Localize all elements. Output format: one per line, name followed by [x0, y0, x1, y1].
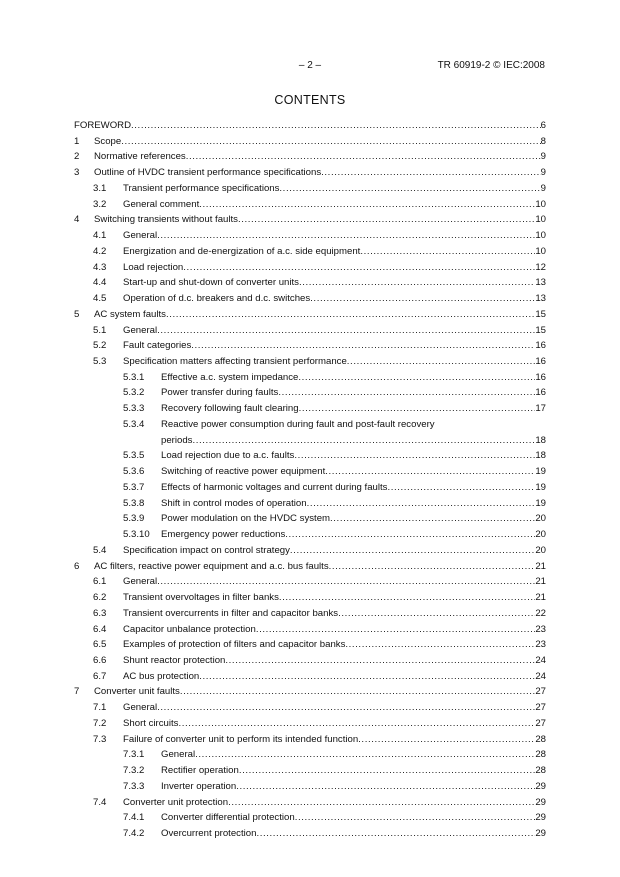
dot-leader [325, 464, 535, 480]
toc-entry-page: 24 [535, 655, 546, 666]
toc-entry-number: 4.1 [93, 230, 107, 242]
toc-entry-number: 5.3.9 [123, 513, 145, 525]
toc-entry-title: Outline of HVDC transient performance specifications [94, 167, 322, 179]
dot-leader [285, 527, 535, 543]
toc-entry[interactable] [74, 338, 546, 354]
toc-entry-number: 6.3 [93, 607, 107, 619]
toc-entry-title: Transient overvoltages in filter banks [123, 592, 279, 604]
toc-entry-number: 3.2 [93, 198, 107, 210]
toc-entry-title: Load rejection [123, 261, 184, 273]
toc-entry-number: 5.3.4 [123, 418, 145, 430]
toc-entry-page: 13 [535, 293, 546, 305]
toc-entry-page: 16 [535, 371, 546, 383]
toc-entry-page: 21 [535, 560, 546, 572]
dot-leader [157, 323, 535, 339]
toc-entry-page: 16 [535, 340, 546, 352]
toc-entry-title: Inverter operation [161, 780, 237, 792]
toc-entry[interactable] [74, 732, 546, 748]
dot-leader [195, 747, 535, 763]
toc-entry-page: 19 [535, 497, 546, 509]
dot-leader [256, 826, 535, 842]
toc-entry-title: Specification impact on control strategy [123, 544, 290, 556]
toc-entry-title: AC system faults [94, 308, 166, 320]
toc-entry-number: 5.3.8 [123, 497, 145, 509]
toc-entry-title: Converter unit protection [123, 796, 229, 808]
toc-entry[interactable] [74, 590, 546, 606]
toc-entry[interactable] [74, 637, 546, 653]
toc-entry-page: 17 [535, 403, 546, 415]
toc-entry-number: 5.1 [93, 324, 107, 336]
toc-entry-number: 7.4.2 [123, 828, 145, 840]
toc-entry-page: 20 [535, 513, 546, 525]
toc-entry-title: Rectifier operation [161, 765, 239, 777]
toc-entry-title: General [161, 749, 196, 761]
toc-entry-title: Effects of harmonic voltages and current during faults [161, 481, 388, 493]
toc-entry[interactable] [74, 684, 546, 700]
toc-entry[interactable] [74, 653, 546, 669]
toc-entry-number: 6 [74, 560, 80, 572]
toc-entry[interactable] [74, 622, 546, 638]
toc-entry-page: 9 [540, 151, 546, 163]
toc-entry[interactable] [74, 606, 546, 622]
toc-entry-title: Converter unit faults [94, 686, 180, 698]
toc-entry[interactable] [74, 810, 546, 826]
dot-leader [236, 779, 535, 795]
toc-entry[interactable] [74, 747, 546, 763]
toc-entry-title: General [123, 324, 158, 336]
dot-leader [157, 228, 535, 244]
toc-entry-title: periods [161, 434, 193, 446]
toc-entry-number: 5.3.10 [123, 529, 150, 541]
toc-entry-title: General comment [123, 198, 200, 210]
toc-entry[interactable] [74, 118, 546, 134]
dot-leader [278, 385, 535, 401]
toc-entry-page: 20 [535, 529, 546, 541]
toc-entry[interactable] [74, 464, 546, 480]
dot-leader [310, 291, 535, 307]
toc-entry-page: 9 [540, 182, 546, 194]
toc-entry-title: Switching transients without faults [94, 214, 238, 226]
toc-entry-title: Overcurrent protection [161, 828, 257, 840]
toc-entry[interactable] [74, 779, 546, 795]
toc-entry-title: Scope [94, 135, 122, 147]
toc-entry-page: 16 [535, 387, 546, 399]
dot-leader [239, 763, 535, 779]
toc-entry-number: 7.3.2 [123, 765, 145, 777]
toc-entry-page: 29 [535, 796, 546, 808]
toc-entry-title: Failure of converter unit to perform its intended function [123, 733, 359, 745]
toc-entry-title: Power transfer during faults [161, 387, 279, 399]
dot-leader [360, 244, 535, 260]
toc-entry-number: 5.3.7 [123, 481, 145, 493]
toc-entry[interactable] [74, 260, 546, 276]
dot-leader [295, 810, 536, 826]
toc-entry-number: 4 [74, 214, 80, 226]
toc-entry[interactable] [74, 244, 546, 260]
dot-leader [225, 653, 535, 669]
dot-leader [238, 212, 535, 228]
toc-entry[interactable] [74, 275, 546, 291]
dot-leader [199, 669, 535, 685]
toc-entry-page: 18 [535, 434, 546, 446]
toc-entry-title: Effective a.c. system impedance [161, 371, 299, 383]
dot-leader [307, 496, 536, 512]
toc-entry[interactable] [74, 181, 546, 197]
toc-entry-number: 6.6 [93, 655, 107, 666]
toc-entry-page: 29 [535, 780, 546, 792]
toc-entry-number: 1 [74, 135, 80, 147]
toc-entry-page: 20 [535, 544, 546, 556]
toc-entry-title: AC filters, reactive power equipment and a.c. bus faults [94, 560, 329, 572]
toc-entry-number: 7.3.1 [123, 749, 145, 761]
dot-leader [321, 165, 541, 181]
dot-leader [121, 134, 540, 150]
toc-entry-title: Energization and de-energization of a.c. side equipment [123, 245, 361, 257]
toc-entry-page: 27 [535, 702, 546, 714]
toc-entry-title: Converter differential protection [161, 812, 295, 824]
toc-entry-number: 6.7 [93, 670, 107, 682]
toc-entry[interactable] [74, 716, 546, 732]
toc-entry-title: Shift in control modes of operation [161, 497, 307, 509]
toc-entry[interactable] [74, 700, 546, 716]
toc-entry[interactable] [74, 149, 546, 165]
toc-entry-title: Fault categories [123, 340, 192, 352]
toc-entry[interactable] [74, 401, 546, 417]
toc-entry-page: 21 [535, 576, 546, 588]
dot-leader [191, 338, 535, 354]
toc-entry-title: Short circuits [123, 717, 179, 729]
toc-entry-title: AC bus protection [123, 670, 200, 682]
dot-leader [338, 606, 535, 622]
toc-entry-page: 10 [535, 245, 546, 257]
toc-entry-number: 3.1 [93, 182, 107, 194]
dot-leader [279, 590, 535, 606]
toc-entry-page: 22 [535, 607, 546, 619]
toc-entry-title: Reactive power consumption during fault and post-fault recovery [161, 418, 435, 430]
toc-entry-number: 4.5 [93, 293, 107, 305]
dot-leader [228, 795, 535, 811]
dot-leader [299, 401, 536, 417]
document-reference: TR 60919-2 © IEC:2008 [437, 60, 545, 71]
dot-leader [256, 622, 536, 638]
toc-entry-number: 7.2 [93, 717, 107, 729]
dot-leader [183, 260, 535, 276]
toc-entry-title: General [123, 702, 158, 714]
toc-entry-page: 24 [535, 670, 546, 682]
toc-entry-number: 4.2 [93, 245, 107, 257]
dot-leader [329, 559, 536, 575]
toc-entry-title: General [123, 230, 158, 242]
toc-entry-title: FOREWORD [74, 120, 132, 131]
toc-entry-number: 5.4 [93, 544, 107, 556]
toc-entry[interactable] [74, 559, 546, 575]
toc-entry[interactable] [74, 417, 546, 449]
toc-entry[interactable] [74, 291, 546, 307]
dot-leader [279, 181, 540, 197]
toc-entry[interactable] [74, 370, 546, 386]
toc-entry-page: 15 [535, 308, 546, 320]
dot-leader [294, 448, 535, 464]
toc-entry-page: 6 [540, 120, 546, 131]
dot-leader [186, 149, 541, 165]
toc-entry[interactable] [74, 197, 546, 213]
toc-entry-page: 10 [535, 214, 546, 226]
toc-entry[interactable] [74, 134, 546, 150]
toc-entry-title: Examples of protection of filters and capacitor banks [123, 639, 346, 651]
toc-entry-page: 27 [535, 717, 546, 729]
toc-entry-page: 28 [535, 765, 546, 777]
toc-entry-number: 5.3.2 [123, 387, 145, 399]
toc-entry-title: Switching of reactive power equipment [161, 466, 326, 478]
toc-entry-title: Load rejection due to a.c. faults [161, 450, 295, 462]
toc-entry-title: Start-up and shut-down of converter units [123, 277, 299, 289]
toc-entry[interactable] [74, 511, 546, 527]
dot-leader [290, 543, 535, 559]
toc-entry-number: 7 [74, 686, 80, 698]
dot-leader [131, 118, 541, 134]
toc-entry-page: 28 [535, 749, 546, 761]
toc-entry-page: 9 [540, 167, 546, 179]
dot-leader [345, 637, 535, 653]
toc-entry[interactable] [74, 228, 546, 244]
toc-entry-page: 16 [535, 356, 546, 368]
toc-entry-number: 6.5 [93, 639, 107, 651]
toc-entry-number: 7.4 [93, 796, 107, 808]
toc-entry-page: 10 [535, 198, 546, 210]
toc-entry[interactable] [74, 323, 546, 339]
toc-entry-number: 2 [74, 151, 80, 163]
dot-leader [199, 197, 535, 213]
dot-leader [387, 480, 535, 496]
toc-entry[interactable] [74, 448, 546, 464]
toc-entry-title: Operation of d.c. breakers and d.c. switches [123, 293, 311, 305]
toc-entry-number: 5.3.1 [123, 371, 145, 383]
toc-entry-page: 23 [535, 623, 546, 635]
toc-entry-number: 6.4 [93, 623, 107, 635]
toc-entry[interactable] [74, 354, 546, 370]
toc-entry-title: Transient overcurrents in filter and capacitor banks [123, 607, 339, 619]
toc-entry-title: Specification matters affecting transient performance [123, 356, 347, 368]
toc-entry-page: 13 [535, 277, 546, 289]
toc-entry-number: 7.4.1 [123, 812, 145, 824]
toc-entry-page: 8 [540, 135, 546, 147]
toc-entry-number: 3 [74, 167, 80, 179]
toc-entry-number: 7.3 [93, 733, 107, 745]
toc-entry-title: Transient performance specifications [123, 182, 280, 194]
toc-entry-number: 5.3 [93, 356, 107, 368]
toc-entry-title: Recovery following fault clearing [161, 403, 299, 415]
toc-entry-page: 23 [535, 639, 546, 651]
toc-entry-number: 5.2 [93, 340, 107, 352]
dot-leader [178, 716, 535, 732]
toc-entry-title: Normative references [94, 151, 186, 163]
toc-entry-page: 19 [535, 466, 546, 478]
toc-entry-number: 7.3.3 [123, 780, 145, 792]
toc-entry-title: General [123, 576, 158, 588]
dot-leader [166, 307, 535, 323]
dot-leader [330, 511, 535, 527]
toc-entry[interactable] [74, 385, 546, 401]
toc-entry[interactable] [74, 574, 546, 590]
toc-entry-number: 5.3.6 [123, 466, 145, 478]
dot-leader [157, 700, 535, 716]
dot-leader [358, 732, 535, 748]
toc-entry-number: 5.3.3 [123, 403, 145, 415]
toc-entry[interactable] [74, 826, 546, 842]
dot-leader [180, 684, 535, 700]
toc-entry-page: 15 [535, 324, 546, 336]
toc-entry-title: Power modulation on the HVDC system [161, 513, 331, 525]
toc-entry-page: 18 [535, 450, 546, 462]
toc-entry-title: Shunt reactor protection [123, 655, 226, 666]
toc-entry-page: 28 [535, 733, 546, 745]
toc-entry-number: 4.3 [93, 261, 107, 273]
toc-entry[interactable] [74, 543, 546, 559]
toc-entry[interactable] [74, 496, 546, 512]
toc-entry-number: 4.4 [93, 277, 107, 289]
toc-entry-number: 6.1 [93, 576, 107, 588]
page-number: – 2 – [298, 60, 322, 71]
toc-entry-page: 27 [535, 686, 546, 698]
toc-entry[interactable] [74, 307, 546, 323]
toc-entry[interactable] [74, 480, 546, 496]
dot-leader [347, 354, 536, 370]
dot-leader [299, 275, 535, 291]
page-title: CONTENTS [274, 93, 346, 107]
toc-entry-title: Emergency power reductions [161, 529, 286, 541]
dot-leader [298, 370, 535, 386]
toc-entry-number: 5.3.5 [123, 450, 145, 462]
toc-entry-page: 12 [535, 261, 546, 273]
toc-entry-title: Capacitor unbalance protection [123, 623, 256, 635]
dot-leader [157, 574, 535, 590]
toc-entry-page: 21 [535, 592, 546, 604]
table-of-contents [74, 118, 546, 842]
toc-entry[interactable] [74, 669, 546, 685]
toc-entry-page: 19 [535, 481, 546, 493]
toc-entry[interactable] [74, 795, 546, 811]
toc-entry-page: 29 [535, 828, 546, 840]
toc-entry[interactable] [74, 527, 546, 543]
toc-entry-page: 10 [535, 230, 546, 242]
toc-entry-number: 7.1 [93, 702, 107, 714]
toc-entry-number: 6.2 [93, 592, 107, 604]
toc-entry[interactable] [74, 763, 546, 779]
toc-entry-number: 5 [74, 308, 80, 320]
dot-leader [192, 433, 535, 449]
toc-entry[interactable] [74, 212, 546, 228]
toc-entry-page: 29 [535, 812, 546, 824]
toc-entry[interactable] [74, 165, 546, 181]
